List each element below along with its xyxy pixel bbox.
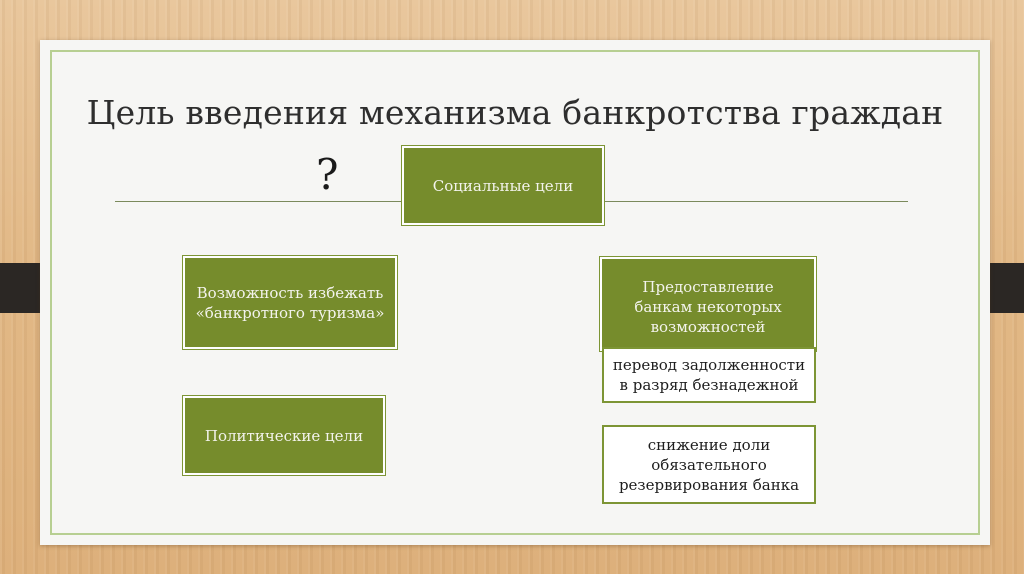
reserve-reduction-box [602, 425, 816, 504]
avoid-tourism-box [183, 256, 397, 349]
avoid-tourism-label: Возможность избежать «банкротного туризма» [195, 283, 385, 322]
social-goals-box [402, 146, 604, 225]
political-goals-label: Политические цели [204, 426, 364, 445]
slide-title: Цель введения механизма банкротства граждан [86, 93, 944, 132]
social-goals-label: Социальные цели [432, 176, 574, 195]
question-mark: ? [316, 150, 339, 199]
reserve-reduction-label: снижение доли обязательного резервирования банка [618, 435, 800, 494]
slide [40, 40, 990, 545]
banks-opportunities-box [600, 257, 816, 351]
debt-transfer-box [602, 347, 816, 403]
debt-transfer-label: перевод задолженности в разряд безнадежной [612, 356, 806, 394]
political-goals-box [183, 396, 385, 475]
banks-opportunities-label: Предоставление банкам некоторых возможностей [634, 278, 782, 336]
